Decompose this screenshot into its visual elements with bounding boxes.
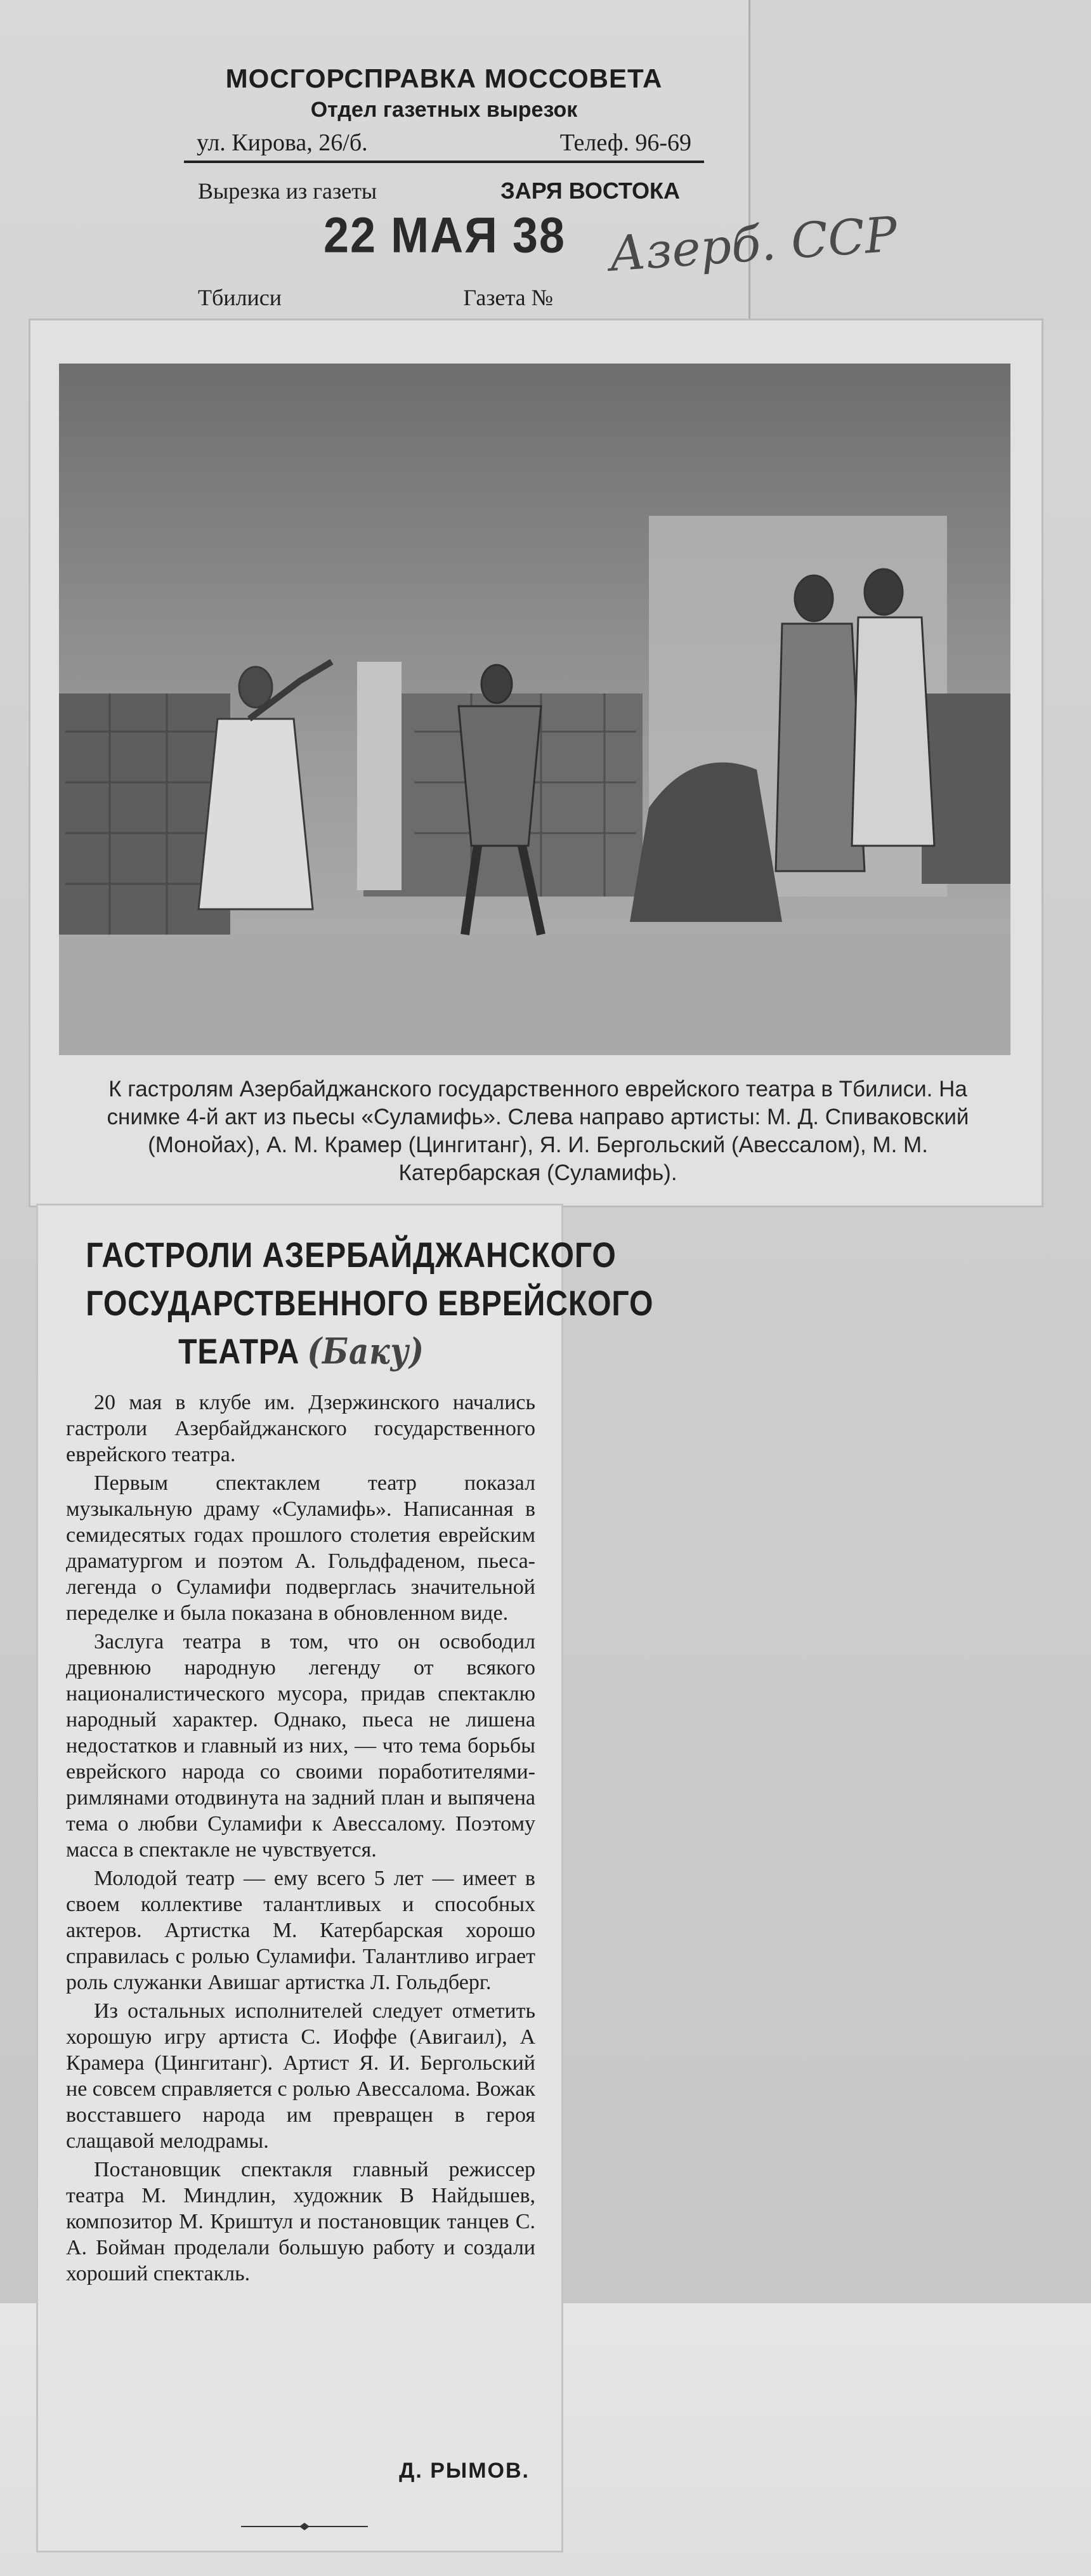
stamp-address-row — [184, 129, 704, 163]
paragraph: Постановщик спектакля главный режиссер театра М. Миндлин, художник В Найдышев, композитор М. Криштул и постановщик танцев С. А. Бойман проделали большую работу и создали хороший спектакль. — [66, 2158, 535, 2285]
stamp-department: Отдел газетных вырезок — [310, 98, 578, 122]
headline-line-2: ГОСУДАРСТВЕННОГО ЕВРЕЙСКОГО — [86, 1283, 654, 1323]
newspaper-name: ЗАРЯ ВОСТОКА — [500, 178, 680, 204]
issue-label: Газета № — [463, 285, 553, 310]
stamp-phone: Телеф. 96-69 — [559, 129, 691, 156]
headline-line-3-row — [86, 1327, 516, 1376]
clip-source-row — [198, 178, 680, 204]
stamp-address: ул. Кирова, 26/б. — [197, 129, 368, 156]
photo-caption: К гастролям Азербайджанского государственного еврейского театра в Тбилиси. На снимке 4-й акт из пьесы «Суламифь». Слева направо артисты: М. Д. Спиваковский (Монойах), А. М. Крамер (Цингитанг), Я. И. Бергольский (Авессалом), М. М. Катербарская (Суламифь). — [107, 1077, 969, 1185]
article-clipping — [38, 1206, 654, 2551]
city-row — [198, 284, 553, 311]
stage-photo — [59, 364, 1010, 1055]
article-byline: Д. РЫМОВ. — [399, 2459, 530, 2483]
paragraph: Заслуга театра в том, что он освободил древнюю народную легенду от всякого националистического мусора, придав спектаклю народный характер. Однако, пьеса не лишена недостатков и главный из них, — что тема борьбы еврейского народа со своими поработителями-римлянами отодвинута на задний план и выпячена тема о любви Суламифи к Авессалому. Поэтому масса в спектакле не чувствуется. — [66, 1630, 535, 1862]
paragraph: 20 мая в клубе им. Дзержинского начались гастроли Азербайджанского государственного еврейского театра. — [66, 1391, 535, 1466]
headline-line-1: ГАСТРОЛИ АЗЕРБАЙДЖАНСКОГО — [86, 1235, 617, 1275]
paragraph: Молодой театр — ему всего 5 лет — имеет в своем коллективе талантливых и способных актеров. Артистка М. Катербарская хорошо справилась с ролью Суламифи. Талантливо играет роль служанки Авишаг артистка Л. Гольдберг. — [66, 1867, 535, 1994]
headline-line-3: ТЕАТРА — [178, 1331, 300, 1371]
archive-stamp — [184, 63, 704, 163]
stamp-organization: МОСГОРСПРАВКА МОССОВЕТА — [225, 63, 663, 93]
sheet-edge — [748, 0, 1091, 330]
city-label: Тбилиси — [198, 285, 282, 310]
photo-clipping — [30, 320, 1042, 1206]
paragraph: Из остальных исполнителей следует отметить хорошую игру артиста С. Иоффе (Авигаил), А Крамера (Цингитанг). Артист Я. И. Бергольский не совсем справляется с ролью Авессалома. Вожак восставшего народа им превращен в героя слащавой мелодрамы. — [66, 1999, 535, 2153]
article-body — [66, 1390, 535, 2289]
paragraph: Первым спектаклем театр показал музыкальную драму «Суламифь». Написанная в семидесятых годах прошлого столетия еврейским драматургом и поэтом А. Гольдфаденом, пьеса-легенда о Суламифи подверглась значительной переделке и была показана в обновленном виде. — [66, 1471, 535, 1625]
clip-label: Вырезка из газеты — [198, 178, 377, 204]
handwritten-note: (Баку) — [307, 1331, 424, 1372]
article-headline — [51, 1231, 654, 1376]
ornament-divider — [241, 2522, 368, 2531]
date-stamp: 22 МАЯ 38 — [323, 207, 566, 263]
handwritten-region: Азерб. ССР — [607, 206, 899, 282]
stage-photo-drawing — [59, 364, 1010, 1055]
